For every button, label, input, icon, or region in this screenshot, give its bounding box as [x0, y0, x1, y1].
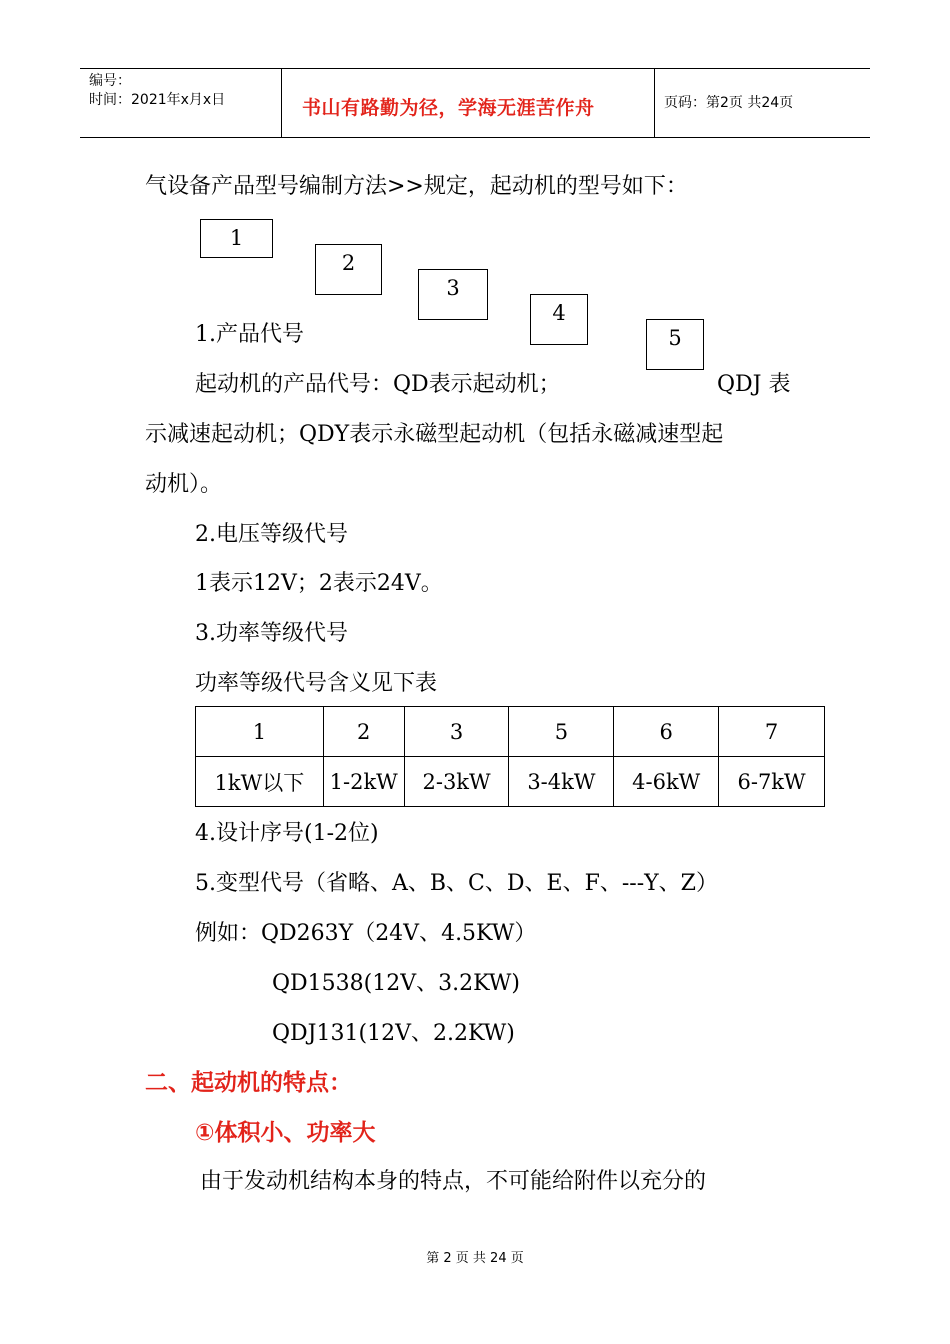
table-cell: 1: [196, 707, 324, 757]
page-info: 页码：第2页 共24页: [664, 95, 794, 111]
page-header: [80, 68, 870, 138]
table-cell: 4-6kW: [614, 757, 719, 807]
header-divider: [281, 69, 282, 137]
section2-text: 1表示12V；2表示24V。: [195, 571, 443, 596]
section2-title: 2.电压等级代号: [195, 522, 348, 547]
example-3: QDJ131(12V、2.2KW): [272, 1021, 515, 1046]
intro-line: 气设备产品型号编制方法>>规定，起动机的型号如下：: [145, 174, 688, 199]
section1-line1b: QDJ 表: [717, 372, 791, 397]
section1-line1a: 起动机的产品代号：QD表示起动机；: [195, 372, 561, 397]
code-box-4: 4: [530, 294, 588, 345]
section1-line2: 示减速起动机；QDY表示永磁型起动机（包括永磁减速型起: [145, 422, 724, 447]
table-cell: 7: [719, 707, 825, 757]
sub-heading: ①体积小、功率大: [195, 1120, 376, 1146]
table-cell: 2: [323, 707, 404, 757]
paragraph-line: 由于发动机结构本身的特点，不可能给附件以充分的: [200, 1169, 707, 1194]
table-cell: 2-3kW: [404, 757, 509, 807]
header-motto: 书山有路勤为径，学海无涯苦作舟: [302, 97, 595, 119]
table-cell: 6: [614, 707, 719, 757]
code-box-3: 3: [418, 269, 488, 320]
table-row: [196, 757, 825, 807]
section3-title: 3.功率等级代号: [195, 621, 348, 646]
table-cell: 1-2kW: [323, 757, 404, 807]
header-divider: [654, 69, 655, 137]
table-cell: 5: [509, 707, 614, 757]
table-cell: 6-7kW: [719, 757, 825, 807]
example-1: 例如：QD263Y（24V、4.5KW）: [195, 921, 537, 946]
page-footer: 第 2 页 共 24 页: [426, 1251, 524, 1266]
section1-title: 1.产品代号: [195, 322, 304, 347]
example-2: QD1538(12V、3.2KW): [272, 971, 520, 996]
power-grade-table: [195, 706, 825, 807]
table-row: [196, 707, 825, 757]
table-cell: 3: [404, 707, 509, 757]
code-box-2: 2: [315, 244, 382, 295]
section3-text: 功率等级代号含义见下表: [195, 671, 438, 696]
section5-title: 5.变型代号（省略、A、B、C、D、E、F、---Y、Z）: [195, 871, 718, 896]
section4-title: 4.设计序号(1-2位): [195, 821, 379, 846]
number-label: 编号：: [89, 73, 131, 89]
table-cell: 1kW以下: [196, 757, 324, 807]
section-heading: 二、起动机的特点：: [145, 1070, 352, 1096]
code-box-5: 5: [646, 319, 704, 370]
time-label: 时间：2021年x月x日: [89, 92, 226, 108]
section1-line3: 动机）。: [145, 472, 223, 497]
code-box-1: 1: [200, 219, 273, 258]
table-cell: 3-4kW: [509, 757, 614, 807]
